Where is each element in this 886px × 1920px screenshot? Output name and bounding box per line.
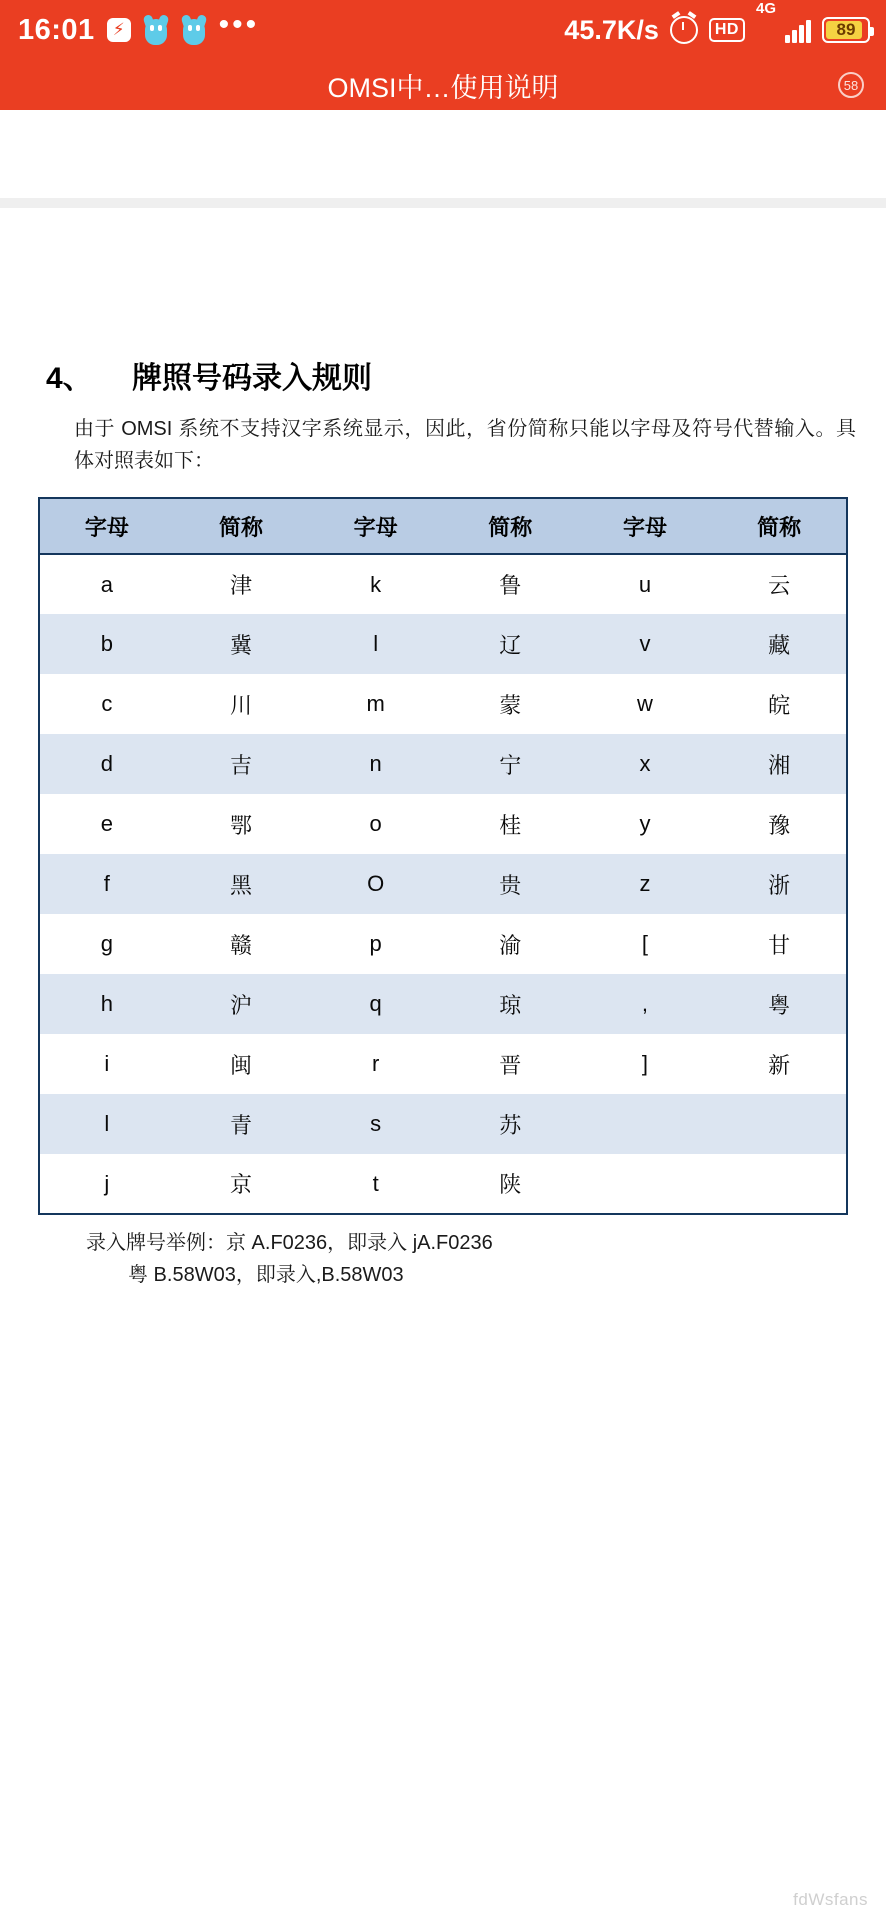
status-bar-left — [18, 8, 260, 47]
section-number: 4、 — [46, 362, 93, 395]
alarm-clock-icon — [670, 16, 698, 44]
table-header-cell: 简称 — [174, 498, 309, 554]
page-bottom-fill — [0, 1291, 886, 1920]
app-title-bar — [0, 60, 886, 110]
table-cell: x — [578, 734, 713, 794]
table-cell — [578, 1094, 713, 1154]
document-body — [0, 208, 886, 1291]
table-cell: b — [39, 614, 174, 674]
table-cell — [578, 1154, 713, 1214]
table-cell: r — [308, 1034, 443, 1094]
table-cell: 湘 — [712, 734, 847, 794]
table-cell — [712, 1094, 847, 1154]
example-block — [86, 1227, 856, 1291]
table-cell: i — [39, 1034, 174, 1094]
table-cell — [712, 1154, 847, 1214]
table-cell: 琼 — [443, 974, 578, 1034]
table-cell: 鄂 — [174, 794, 309, 854]
section-heading-text: 牌照号码录入规则 — [132, 362, 372, 395]
table-row — [39, 914, 847, 974]
qq-penguin-icon-1 — [143, 15, 169, 45]
table-cell: 津 — [174, 554, 309, 614]
table-row — [39, 854, 847, 914]
page-title: OMSI中…使用说明 — [327, 72, 559, 103]
table-cell: m — [308, 674, 443, 734]
signal-strength-icon — [785, 17, 811, 43]
table-cell: p — [308, 914, 443, 974]
table-row — [39, 614, 847, 674]
table-cell: u — [578, 554, 713, 614]
table-cell: 渝 — [443, 914, 578, 974]
table-header-cell: 字母 — [578, 498, 713, 554]
table-cell: n — [308, 734, 443, 794]
table-cell: 青 — [174, 1094, 309, 1154]
example-line-1: 录入牌号举例：京 A.F0236，即录入 jA.F0236 — [86, 1232, 493, 1254]
table-cell: z — [578, 854, 713, 914]
table-cell: s — [308, 1094, 443, 1154]
table-cell: 贵 — [443, 854, 578, 914]
table-cell: 浙 — [712, 854, 847, 914]
section-heading — [46, 353, 856, 397]
table-cell: , — [578, 974, 713, 1034]
table-cell: 苏 — [443, 1094, 578, 1154]
table-cell: l — [39, 1094, 174, 1154]
table-cell: 甘 — [712, 914, 847, 974]
table-header-cell: 字母 — [308, 498, 443, 554]
table-row — [39, 1154, 847, 1214]
table-header-cell: 简称 — [712, 498, 847, 554]
table-cell: 辽 — [443, 614, 578, 674]
table-row — [39, 1034, 847, 1094]
table-cell: v — [578, 614, 713, 674]
table-cell: h — [39, 974, 174, 1034]
table-cell: 黑 — [174, 854, 309, 914]
section-paragraph: 由于 OMSI 系统不支持汉字系统显示，因此，省份简称只能以字母及符号代替输入。具体对照表如下： — [74, 418, 856, 472]
table-cell: 陕 — [443, 1154, 578, 1214]
table-row — [39, 1094, 847, 1154]
table-cell: ] — [578, 1034, 713, 1094]
status-bar-right — [564, 0, 870, 60]
table-header-cell: 简称 — [443, 498, 578, 554]
table-cell: 豫 — [712, 794, 847, 854]
battery-icon — [822, 17, 870, 43]
table-cell: O — [308, 854, 443, 914]
qq-penguin-icon-2 — [181, 15, 207, 45]
hd-icon: HD — [709, 18, 745, 42]
content-top-gap — [0, 110, 886, 198]
table-row — [39, 674, 847, 734]
table-cell: e — [39, 794, 174, 854]
table-cell: [ — [578, 914, 713, 974]
table-cell: j — [39, 1154, 174, 1214]
table-cell: 藏 — [712, 614, 847, 674]
table-cell: t — [308, 1154, 443, 1214]
table-cell: d — [39, 734, 174, 794]
table-cell: 晋 — [443, 1034, 578, 1094]
table-cell: 蒙 — [443, 674, 578, 734]
table-cell: 桂 — [443, 794, 578, 854]
network-type-label: 4G — [755, 0, 776, 17]
table-cell: 冀 — [174, 614, 309, 674]
table-cell: 鲁 — [443, 554, 578, 614]
network-speed: 45.7K/s — [564, 14, 659, 45]
letter-abbreviation-table — [38, 497, 848, 1215]
table-cell: a — [39, 554, 174, 614]
table-row — [39, 734, 847, 794]
example-line-2: 粤 B.58W03，即录入,B.58W03 — [128, 1264, 404, 1286]
clock-time: 16:01 — [18, 13, 95, 46]
table-cell: 闽 — [174, 1034, 309, 1094]
table-cell: 皖 — [712, 674, 847, 734]
table-cell: 川 — [174, 674, 309, 734]
status-bar — [0, 0, 886, 60]
document-top-spacer — [30, 208, 856, 353]
table-cell: 吉 — [174, 734, 309, 794]
battery-percent-label: 89 — [836, 20, 856, 39]
table-cell: o — [308, 794, 443, 854]
table-cell: l — [308, 614, 443, 674]
table-header-cell: 字母 — [39, 498, 174, 554]
table-cell: g — [39, 914, 174, 974]
table-cell: f — [39, 854, 174, 914]
more-circle-icon[interactable]: 58 — [838, 72, 864, 98]
table-row — [39, 794, 847, 854]
more-notifications-icon: ••• — [218, 8, 260, 41]
table-body — [39, 554, 847, 1214]
table-cell: w — [578, 674, 713, 734]
watermark-label: fdWsfans — [793, 1890, 868, 1909]
table-cell: c — [39, 674, 174, 734]
table-cell: y — [578, 794, 713, 854]
lightning-bolt-icon: ⚡ — [107, 18, 131, 42]
table-cell: 京 — [174, 1154, 309, 1214]
table-header-row — [39, 498, 847, 554]
table-cell: 赣 — [174, 914, 309, 974]
table-cell: 云 — [712, 554, 847, 614]
table-cell: 新 — [712, 1034, 847, 1094]
table-cell: k — [308, 554, 443, 614]
table-cell: 宁 — [443, 734, 578, 794]
table-row — [39, 974, 847, 1034]
table-row — [39, 554, 847, 614]
section-divider — [0, 198, 886, 208]
table-cell: q — [308, 974, 443, 1034]
table-cell: 粤 — [712, 974, 847, 1034]
table-cell: 沪 — [174, 974, 309, 1034]
